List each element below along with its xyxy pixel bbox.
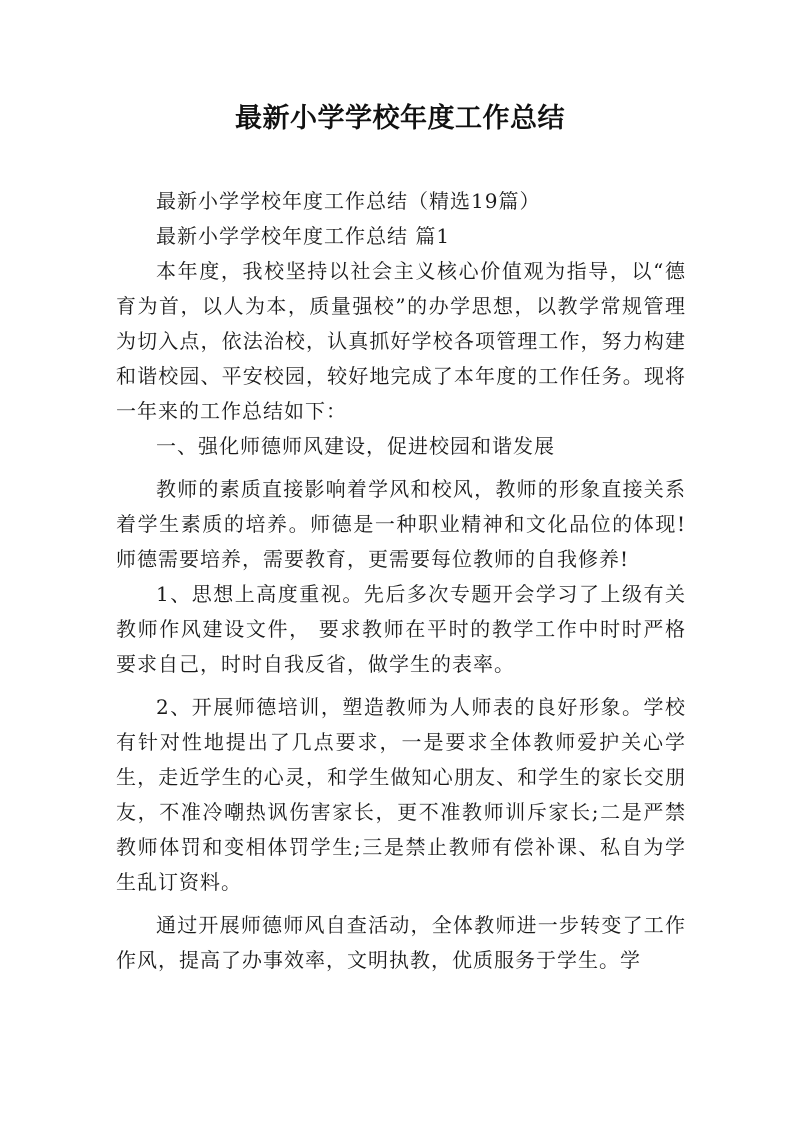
self-check-paragraph: 通过开展师德师风自查活动，全体教师进一步转变了工作作风，提高了办事效率，文明执教，优质服务于学生。学: [116, 913, 686, 972]
teacher-quality-paragraph: 教师的素质直接影响着学风和校风，教师的形象直接关系着学生素质的培养。师德是一种职业精神和文化品位的体现!师德需要培养，需要教育，更需要每位教师的自我修养!: [116, 477, 686, 571]
point-one-paragraph: 1、思想上高度重视。先后多次专题开会学习了上级有关教师作风建设文件， 要求教师在平时的教学工作中时时严格要求自己，时时自我反省，做学生的表率。: [116, 582, 686, 676]
heading-one-paragraph: 一、强化师德师风建设，促进校园和谐发展: [156, 434, 555, 458]
intro-paragraph: 本年度，我校坚持以社会主义核心价值观为指导，以“德育为首，以人为本，质量强校”的办学思想，以教学常规管理为切入点，依法治校，认真抓好学校各项管理工作，努力构建和谐校园、平安校园，较好地完成了本年度的工作任务。现将一年来的工作总结如下：: [116, 259, 686, 423]
document-body: [116, 184, 686, 978]
document-title: 最新小学学校年度工作总结: [235, 103, 565, 134]
section-heading-paragraph: 最新小学学校年度工作总结 篇1: [156, 224, 451, 248]
subtitle-paragraph: 最新小学学校年度工作总结（精选19篇）: [156, 189, 541, 213]
point-two-paragraph: 2、开展师德培训，塑造教师为人师表的良好形象。学校有针对性地提出了几点要求，一是要求全体教师爱护关心学生，走近学生的心灵，和学生做知心朋友、和学生的家长交朋友，不准冷嘲热讽伤害家长，更不准教师训斥家长;二是严禁教师体罚和变相体罚学生;三是禁止教师有偿补课、私自为学生乱订资料。: [116, 695, 686, 894]
